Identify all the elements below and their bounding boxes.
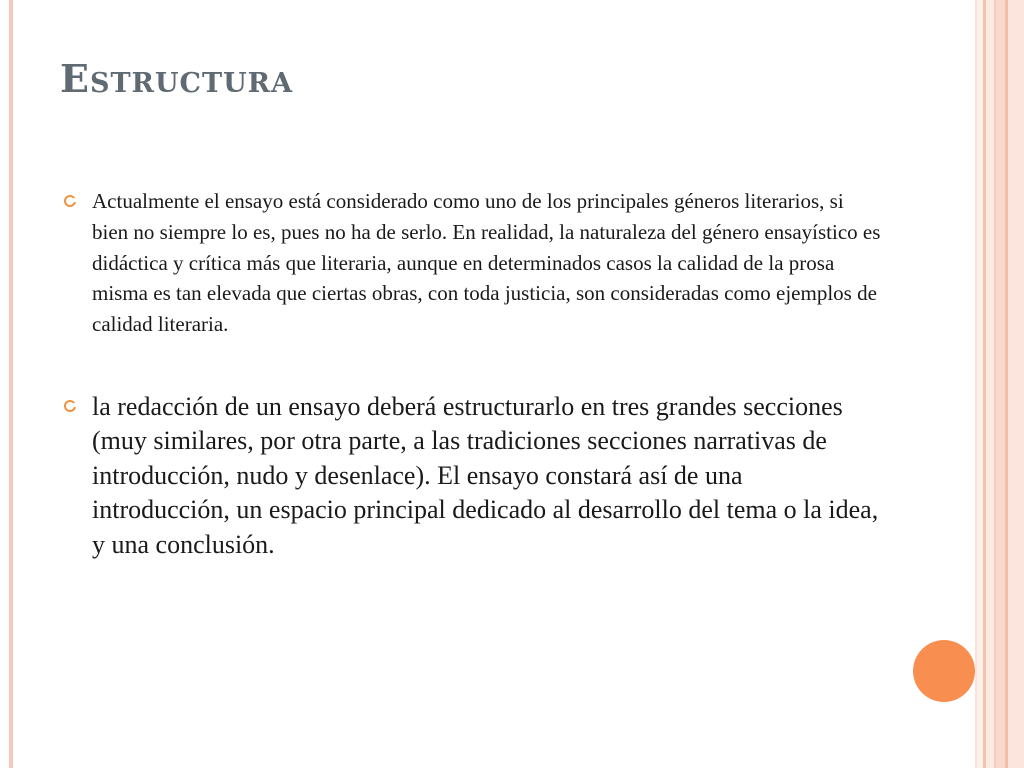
slide-title: Estructura: [60, 56, 294, 101]
bullet-list: [64, 186, 884, 562]
right-decorative-stripes: [975, 0, 1024, 768]
bullet-text: Actualmente el ensayo está considerado como uno de los principales géneros literarios, si bien no siempre lo es, pues no ha de serlo. En realidad, la naturaleza del género ensayístico es didáctica y crítica más que literaria, aunque en determinados casos la calidad de la prosa misma es tan elevada que ciertas obras, con toda justicia, son consideradas como ejemplos de calidad literaria.: [92, 189, 881, 337]
stripe: [986, 0, 994, 768]
circle-bullet-icon: [64, 195, 76, 207]
circle-bullet-icon: [64, 400, 76, 412]
stripe: [996, 0, 1005, 768]
stripe: [1008, 0, 1024, 768]
bullet-item: [64, 186, 884, 340]
left-border-line: [9, 0, 13, 768]
orange-circle-decoration: [913, 640, 975, 702]
bullet-text: la redacción de un ensayo deberá estructurarlo en tres grandes secciones (muy similares, por otra parte, a las tradiciones secciones narrativas de introducción, nudo y desenlace). El ensayo constará así de una introducción, un espacio principal dedicado al desarrollo del tema o la idea, y una conclusión.: [92, 391, 879, 559]
bullet-item: [64, 390, 884, 563]
